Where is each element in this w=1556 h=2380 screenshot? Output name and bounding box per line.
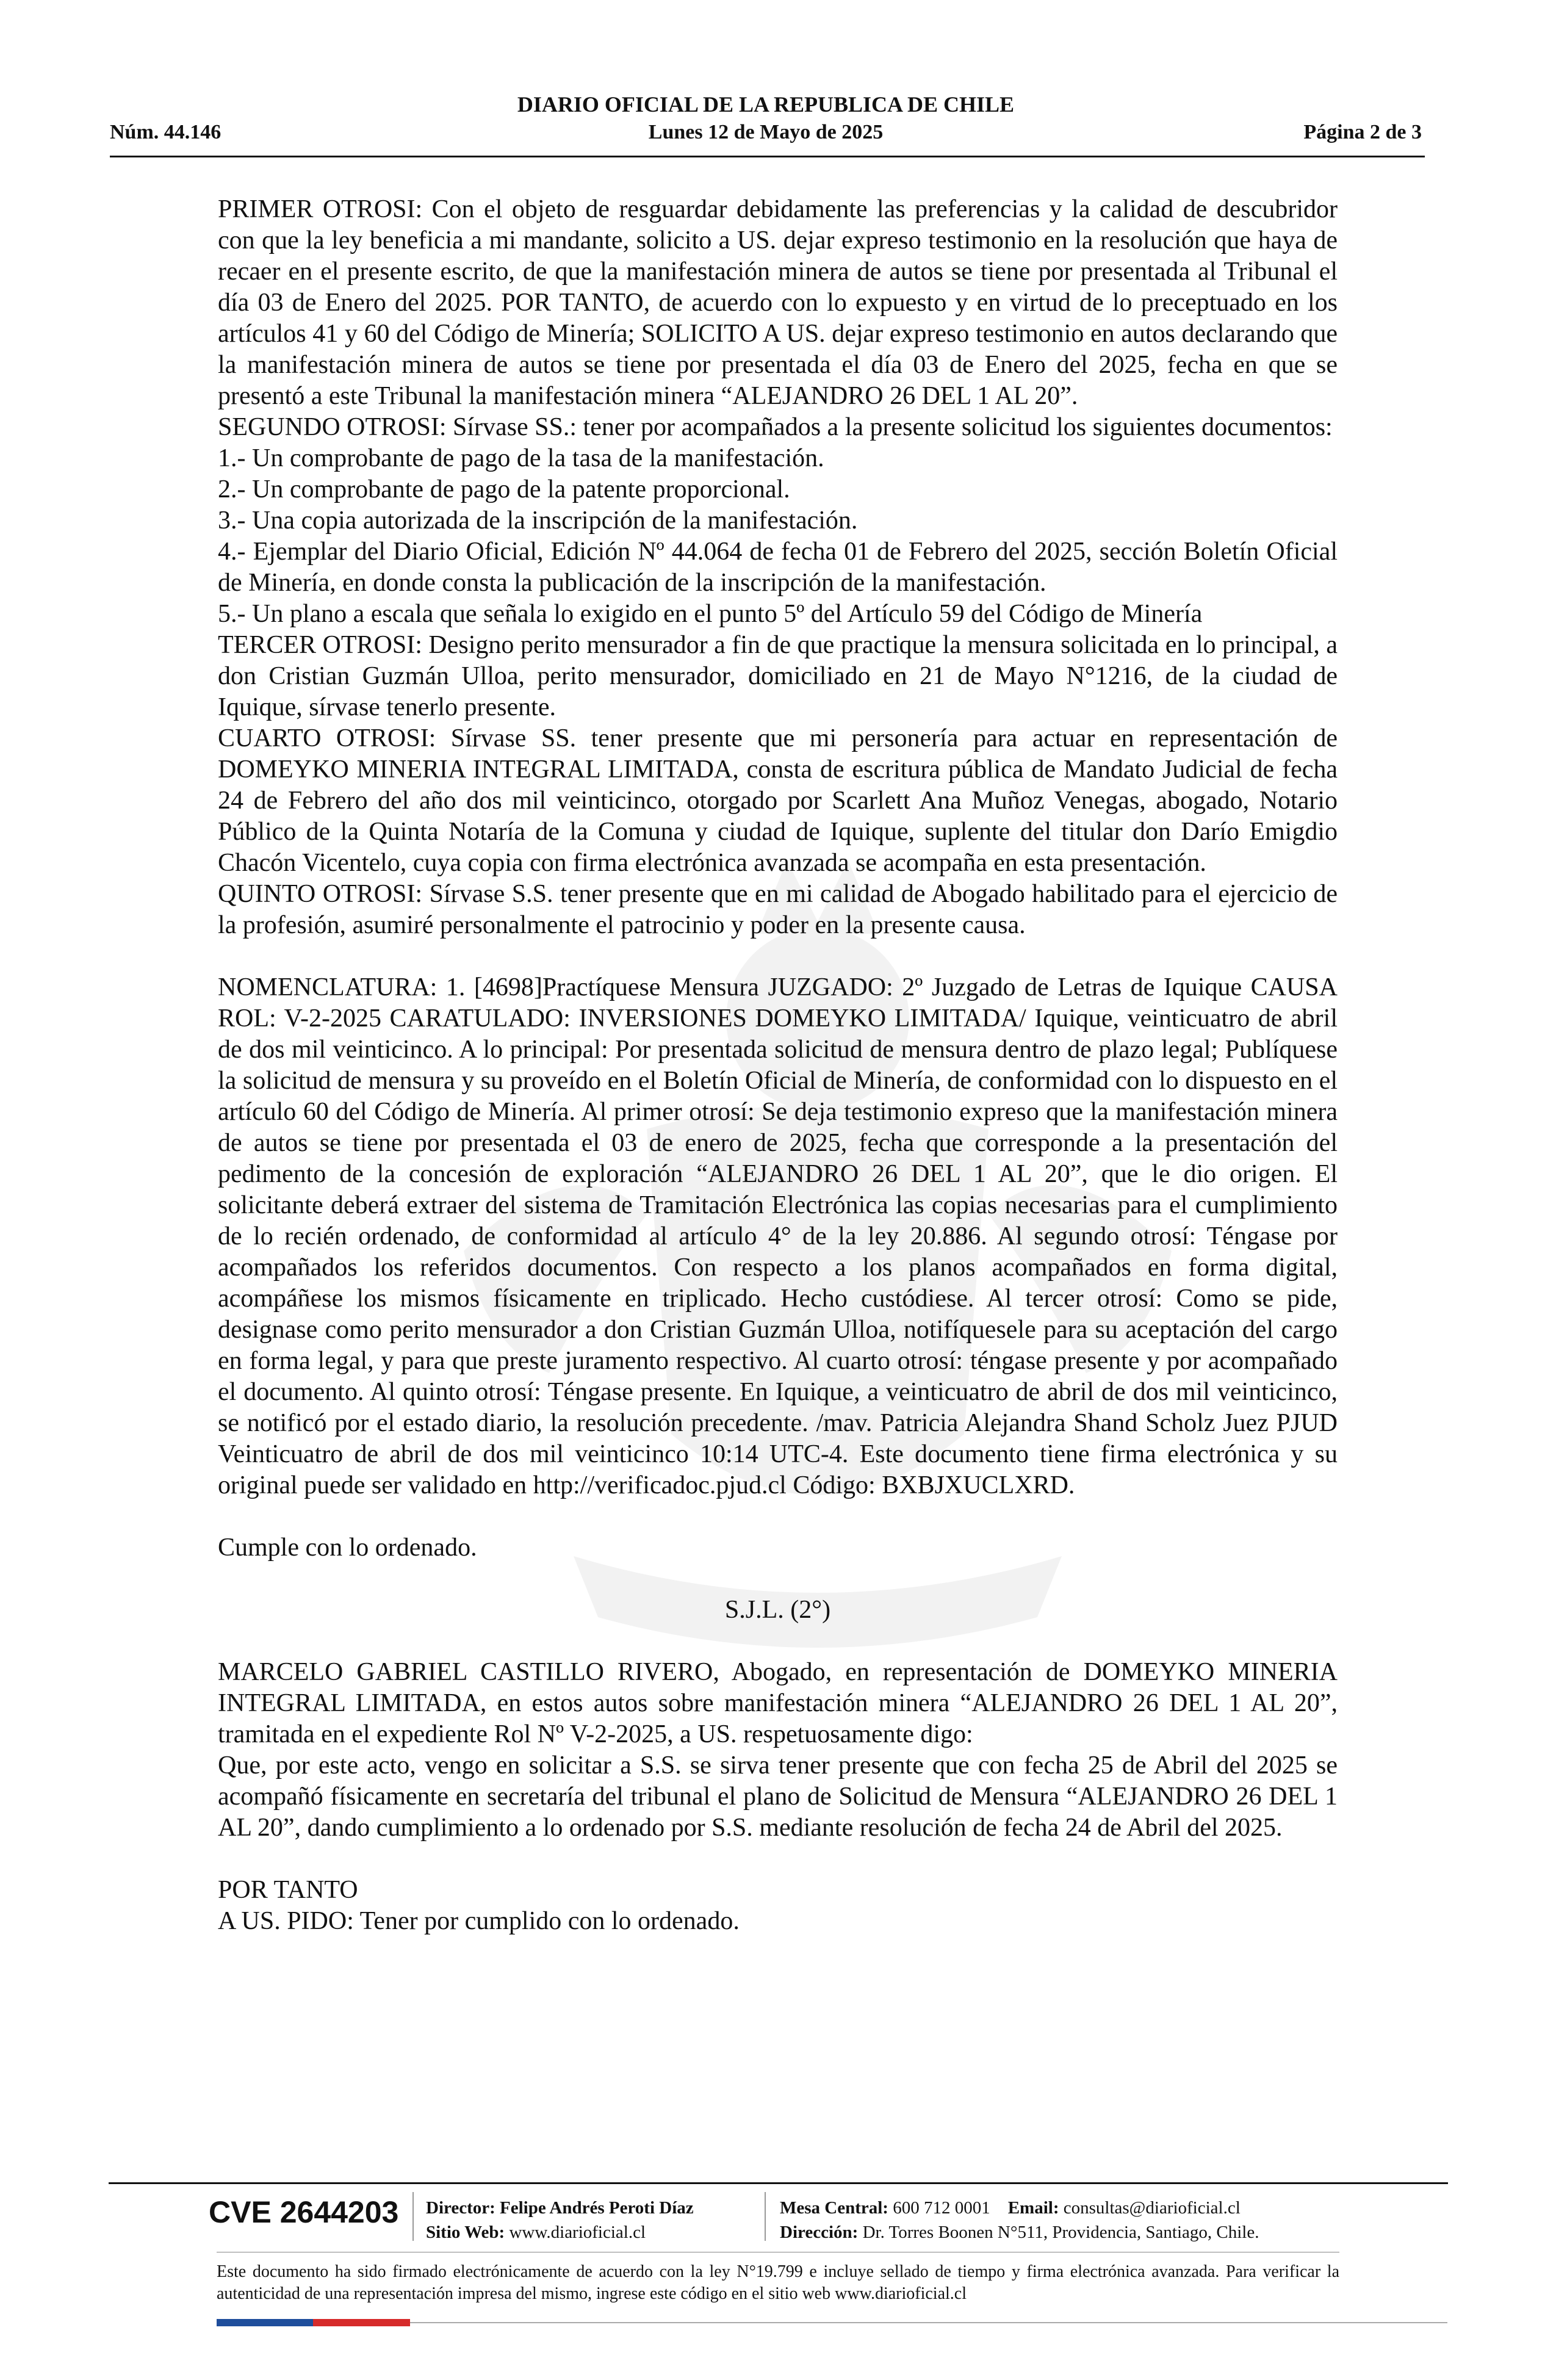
issue-number: Núm. 44.146 — [110, 121, 222, 143]
footer-divider — [109, 2182, 1448, 2184]
header-divider — [110, 156, 1425, 157]
sjl-heading: S.J.L. (2°) — [724, 1596, 831, 1624]
cumple-line: Cumple con lo ordenado. — [218, 1534, 477, 1562]
site-label: Sitio Web: — [426, 2223, 505, 2242]
document-list-item: 2.- Un comprobante de pago de la patente proporcional. — [218, 475, 790, 503]
tercer-otrosi-paragraph: TERCER OTROSI: Designo perito mensurador a fin de que practique la mensura solicitada en lo principal, a don Cristian Guzmán Ulloa, perito mensurador, domiciliado en 21 de Mayo N°1216, de la ciudad de Iquique, sírvase tenerlo presente. — [218, 631, 1338, 721]
intro-paragraph: MARCELO GABRIEL CASTILLO RIVERO, Abogado, en representación de DOMEYKO MINERIA INTEGRAL LIMITADA, en estos autos sobre manifestación minera “ALEJANDRO 26 DEL 1 AL 20”, tramitada en el expediente Rol Nº V-2-2025, a US. respetuosamente digo: — [218, 1658, 1338, 1748]
publication-title: DIARIO OFICIAL DE LA REPUBLICA DE CHILE — [517, 92, 1015, 117]
document-list-item: 4.- Ejemplar del Diario Oficial, Edición Nº 44.064 de fecha 01 de Febrero del 2025, sección Boletín Oficial de Minería, en donde consta la publicación de la inscripción de la manifestación. — [218, 538, 1338, 597]
email-link[interactable]: consultas@diarioficial.cl — [1063, 2198, 1241, 2218]
quinto-otrosi-paragraph: QUINTO OTROSI: Sírvase S.S. tener presente que en mi calidad de Abogado habilitado para el ejercicio de la profesión, asumiré personalmente el patrocinio y poder en la presente causa. — [218, 880, 1338, 939]
signature-disclaimer: Este documento ha sido firmado electrónicamente de acuerdo con la ley N°19.799 e incluye sellado de tiempo y firma electrónica avanzada. Para verificar la autenticidad de una representación impresa del mismo, ingrese este código en el sitio web www.diarioficial.cl — [217, 2262, 1339, 2303]
footer-director-block — [426, 2196, 694, 2245]
flag-red-segment — [313, 2319, 410, 2326]
document-list-item: 1.- Un comprobante de pago de la tasa de la manifestación. — [218, 444, 824, 472]
document-list-item: 5.- Un plano a escala que señala lo exigido en el punto 5º del Artículo 59 del Código de Minería — [218, 600, 1203, 628]
chile-flag-bar — [217, 2319, 410, 2326]
page-number: Página 2 de 3 — [1303, 121, 1422, 143]
phone-label: Mesa Central: — [780, 2198, 888, 2218]
nomenclatura-paragraph: NOMENCLATURA: 1. [4698]Practíquese Mensura JUZGADO: 2º Juzgado de Letras de Iquique CAUSA ROL: V-2-2025 CARATULADO: INVERSIONES DOMEYKO LIMITADA/ Iquique, veinticuatro de abril de dos mil veinticinco. A lo principal: Por presentada solicitud de mensura dentro de plazo legal; Publíquese la solicitud de mensura y su proveído en el Boletín Oficial de Minería, de conformidad con lo dispuesto en el artículo 60 del Código de Minería. Al primer otrosí: Se deja testimonio expreso que la manifestación minera de autos se tiene por presentada el 03 de enero de 2025, fecha que corresponde a la presentación del pedimento de la concesión de exploración “ALEJANDRO 26 DEL 1 AL 20”, que le dio origen. El solicitante deberá extraer del sistema de Tramitación Electrónica las copias necesarias para el cumplimiento de lo recién ordenado, de conformidad al artículo 4° de la ley 20.886. Al segundo otrosí: Téngase por acompañados los referidos documentos. Con respecto a los planos acompañados en forma digital, acompáñese los mismos físicamente en triplicado. Hecho custódiese. Al tercer otrosí: Como se pide, designase como perito mensurador a don Cristian Guzmán Ulloa, notifíquesele para su aceptación del cargo en forma legal, y para que preste juramento respectivo. Al cuarto otrosí: téngase presente y por acompañado el documento. Al quinto otrosí: Téngase presente. En Iquique, a veinticuatro de abril de dos mil veinticinco, se notificó por el estado diario, la resolución precedente. /mav. Patricia Alejandra Shand Scholz Juez PJUD Veinticuatro de abril de dos mil veinticinco 10:14 UTC-4. Este documento tiene firma electrónica y su original puede ser validado en http://verificadoc.pjud.cl Código: BXBJXUCLXRD. — [218, 973, 1338, 1499]
phone-number: 600 712 0001 — [893, 2198, 990, 2218]
footer-bottom-line — [410, 2322, 1447, 2323]
director-label: Director: — [426, 2198, 495, 2218]
request-paragraph: Que, por este acto, vengo en solicitar a S.S. se sirva tener presente que con fecha 25 de Abril del 2025 se acompañó físicamente en secretaría del tribunal el plano de Solicitud de Mensura “ALEJANDRO 26 DEL 1 AL 20”, dando cumplimiento a lo ordenado por S.S. mediante resolución de fecha 24 de Abril del 2025. — [218, 1751, 1338, 1842]
primer-otrosi-paragraph: PRIMER OTROSI: Con el objeto de resguardar debidamente las preferencias y la calidad de descubridor con que la ley beneficia a mi mandante, solicito a US. dejar expreso testimonio en la resolución que haya de recaer en el presente escrito, de que la manifestación minera de autos se tiene por presentada al Tribunal el día 03 de Enero del 2025. POR TANTO, de acuerdo con lo expuesto y en virtud de lo preceptuado en los artículos 41 y 60 del Código de Minería; SOLICITO A US. dejar expreso testimonio en autos declarando que la manifestación minera de autos se tiene por presentada el día 03 de Enero del 2025, fecha en que se presentó a este Tribunal la manifestación minera “ALEJANDRO 26 DEL 1 AL 20”. — [218, 195, 1338, 410]
site-link[interactable]: www.diarioficial.cl — [509, 2223, 646, 2242]
footer-contact-block — [780, 2196, 1259, 2245]
issue-date: Lunes 12 de Mayo de 2025 — [648, 121, 884, 143]
email-label: Email: — [1007, 2198, 1059, 2218]
por-tanto-line: POR TANTO — [218, 1876, 358, 1904]
cuarto-otrosi-paragraph: CUARTO OTROSI: Sírvase SS. tener presente que mi personería para actuar en representación de DOMEYKO MINERIA INTEGRAL LIMITADA, consta de escritura pública de Mandato Judicial de fecha 24 de Febrero del año dos mil veinticinco, otorgado por Scarlett Ana Muñoz Venegas, abogado, Notario Público de la Quinta Notaría de la Comuna y ciudad de Iquique, suplente del titular don Darío Emigdio Chacón Vicentelo, cuya copia con firma electrónica avanzada se acompaña en esta presentación. — [218, 724, 1338, 877]
address-value: Dr. Torres Boonen N°511, Providencia, Santiago, Chile. — [862, 2223, 1259, 2242]
footer-separator — [412, 2192, 414, 2241]
document-body — [218, 194, 1338, 1937]
director-name: Felipe Andrés Peroti Díaz — [500, 2198, 694, 2218]
segundo-otrosi-paragraph: SEGUNDO OTROSI: Sírvase SS.: tener por acompañados a la presente solicitud los siguientes documentos: — [218, 413, 1333, 441]
page-header — [110, 92, 1422, 159]
flag-blue-segment — [217, 2319, 313, 2326]
document-list-item: 3.- Una copia autorizada de la inscripción de la manifestación. — [218, 507, 858, 535]
pido-line: A US. PIDO: Tener por cumplido con lo ordenado. — [218, 1907, 740, 1935]
cve-code: CVE 2644203 — [209, 2195, 399, 2229]
footer-separator — [765, 2192, 766, 2241]
address-label: Dirección: — [780, 2223, 859, 2242]
